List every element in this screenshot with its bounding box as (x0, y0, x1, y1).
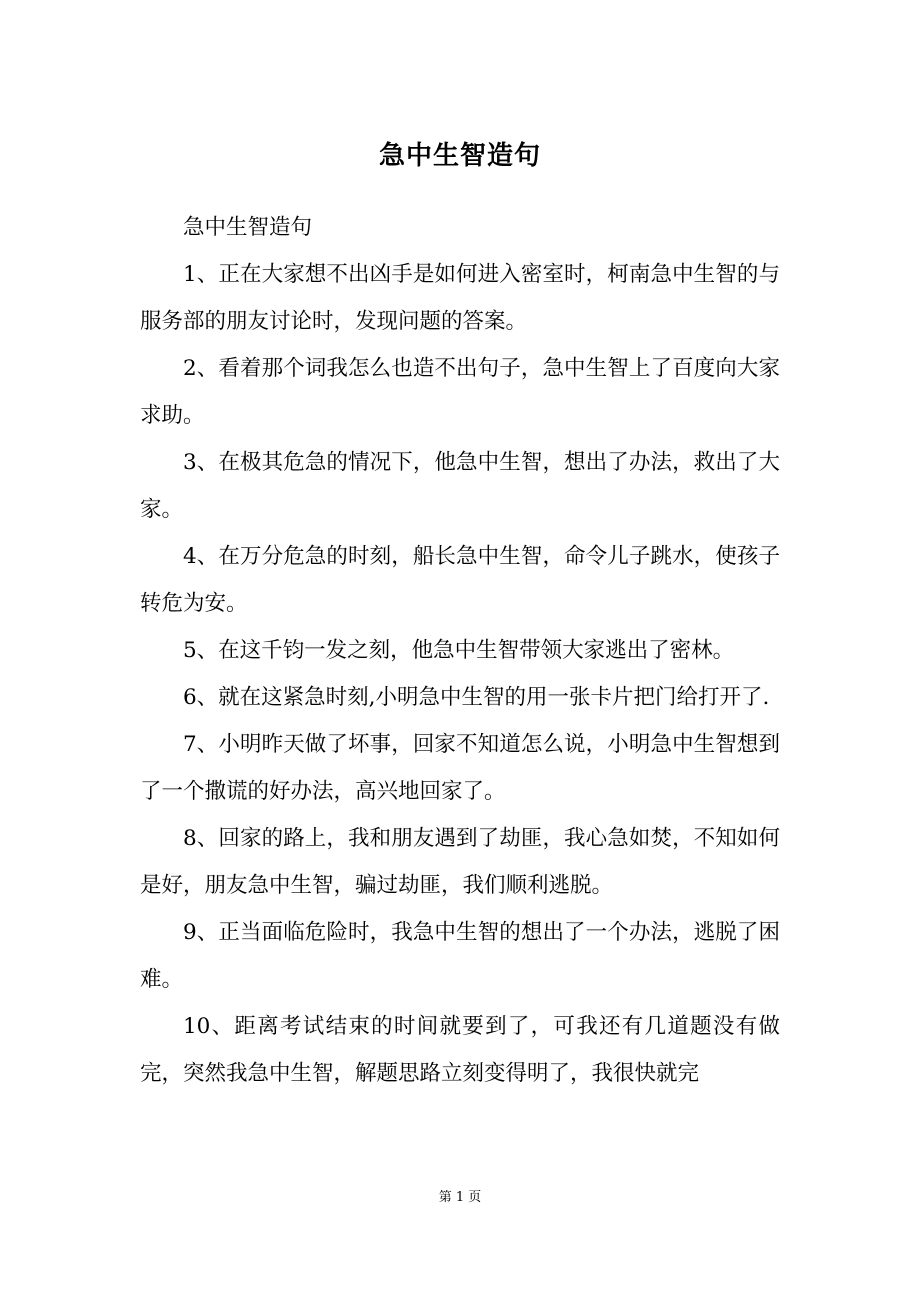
document-title: 急中生智造句 (378, 141, 541, 171)
paragraph: 3、在极其危急的情况下，他急中生智，想出了办法，救出了大家。 (140, 450, 780, 522)
paragraph: 7、小明昨天做了坏事，回家不知道怎么说，小明急中生智想到了一个撒谎的好办法，高兴地回家了。 (140, 732, 780, 804)
paragraph: 9、正当面临危险时，我急中生智的想出了一个办法，逃脱了困难。 (140, 920, 780, 992)
paragraph: 急中生智造句 (183, 215, 313, 240)
document-body (140, 204, 780, 1097)
paragraph: 10、距离考试结束的时间就要到了，可我还有几道题没有做完，突然我急中生智，解题思路立刻变得明了，我很快就完 (140, 1014, 780, 1086)
page-number: 第 1 页 (438, 1190, 482, 1205)
paragraph: 2、看着那个词我怎么也造不出句子，急中生智上了百度向大家求助。 (140, 356, 780, 428)
paragraph: 8、回家的路上，我和朋友遇到了劫匪，我心急如焚，不知如何是好，朋友急中生智，骗过劫匪，我们顺利逃脱。 (140, 826, 780, 898)
paragraph: 5、在这千钧一发之刻，他急中生智带领大家逃出了密林。 (183, 638, 735, 663)
paragraph: 4、在万分危急的时刻，船长急中生智，命令儿子跳水，使孩子转危为安。 (140, 544, 780, 616)
paragraph: 6、就在这紧急时刻,小明急中生智的用一张卡片把门给打开了. (183, 685, 770, 710)
paragraph: 1、正在大家想不出凶手是如何进入密室时，柯南急中生智的与服务部的朋友讨论时，发现问题的答案。 (140, 262, 780, 334)
